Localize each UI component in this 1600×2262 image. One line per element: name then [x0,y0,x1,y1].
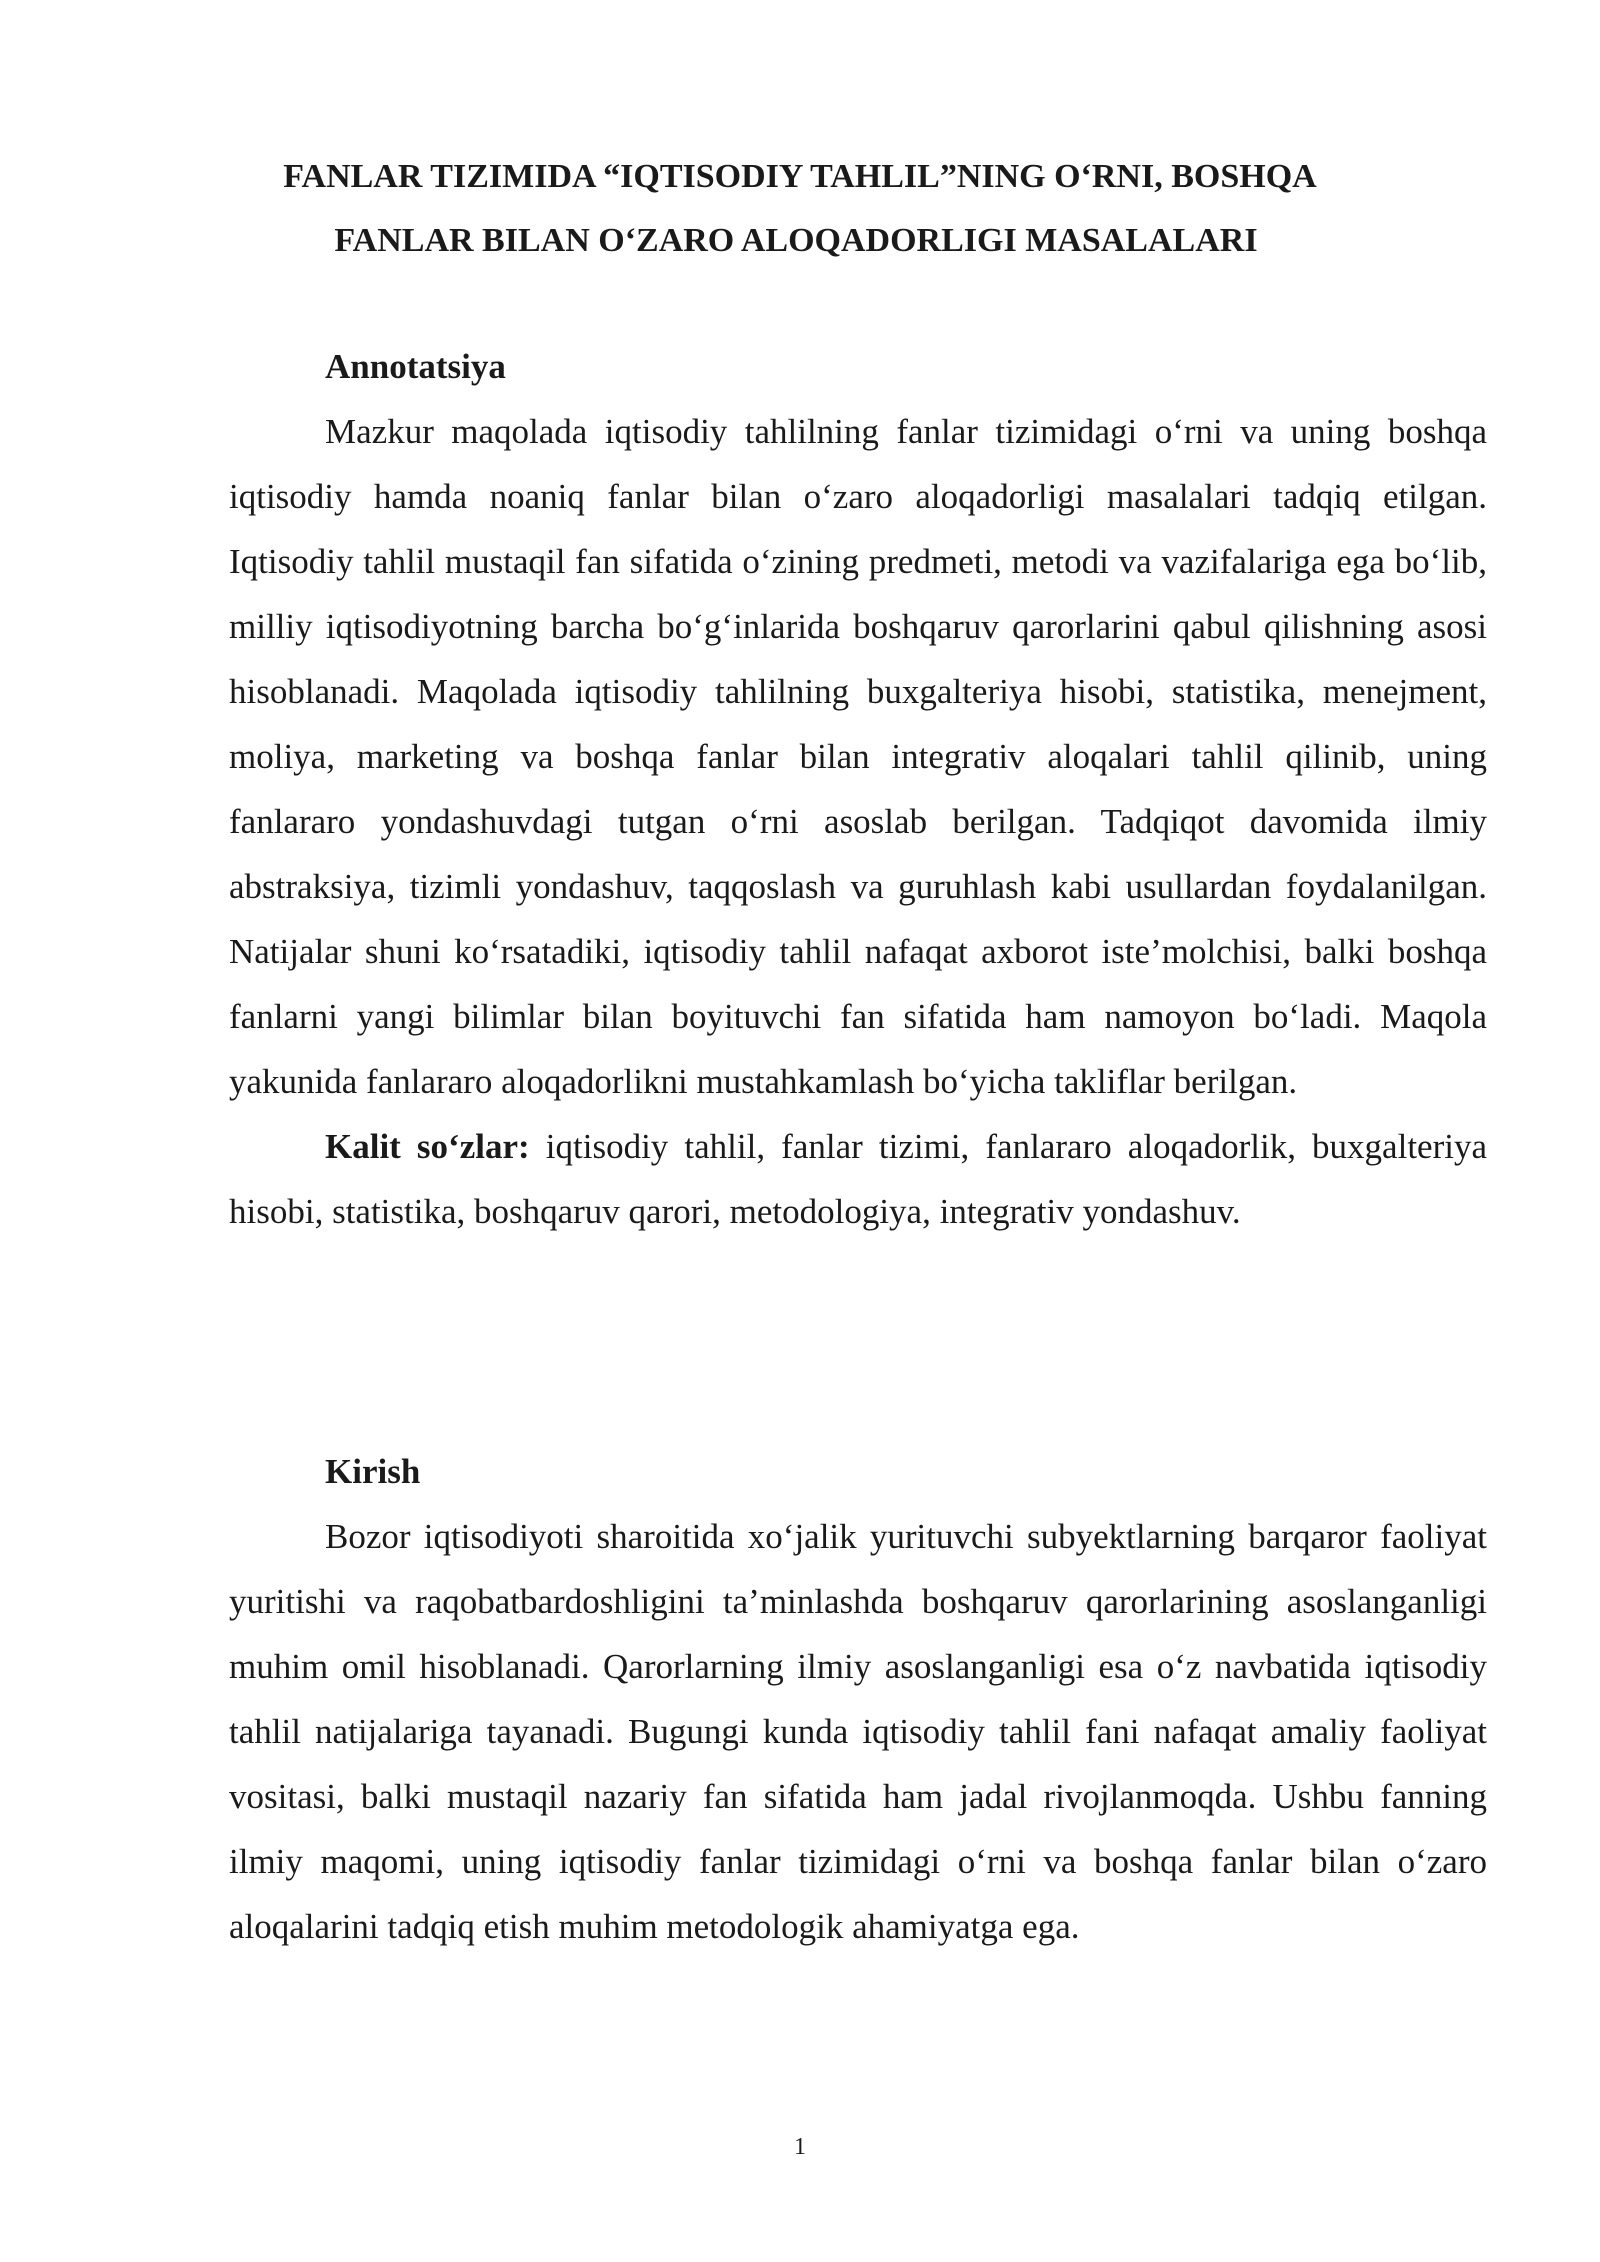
introduction-heading: Kirish [325,1452,421,1491]
introduction-paragraph: Bozor iqtisodiyoti sharoitida xo‘jalik yurituvchi subyektlarning barqaror faoliyat yuritishi va raqobatbardoshligini ta’minlashda boshqaruv qarorlarining asoslanganligi muhim omil hisoblanadi. Qarorlarning ilmiy asoslanganligi esa o‘z navbatida iqtisodiy tahlil natijalariga tayanadi. Bugungi kunda iqtisodiy tahlil fani nafaqat amaliy faoliyat vositasi, balki mustaqil nazariy fan sifatida ham jadal rivojlanmoqda. Ushbu fanning ilmiy maqomi, uning iqtisodiy fanlar tizimidagi o‘rni va boshqa fanlar bilan o‘zaro aloqalarini tadqiq etish muhim metodologik ahamiyatga ega. [229,1517,1487,1946]
annotation-heading: Annotatsiya [325,347,506,386]
keywords-paragraph [229,1114,1487,1244]
introduction-section [229,1504,1487,1959]
keywords-label: Kalit so‘zlar: [325,1127,530,1166]
annotation-paragraph: Mazkur maqolada iqtisodiy tahlilning fanlar tizimidagi o‘rni va uning boshqa iqtisodiy hamda noaniq fanlar bilan o‘zaro aloqadorligi masalalari tadqiq etilgan. Iqtisodiy tahlil mustaqil fan sifatida o‘zining predmeti, metodi va vazifalariga ega bo‘lib, milliy iqtisodiyotning barcha bo‘g‘inlarida boshqaruv qarorlarini qabul qilishning asosi hisoblanadi. Maqolada iqtisodiy tahlilning buxgalteriya hisobi, statistika, menejment, moliya, marketing va boshqa fanlar bilan integrativ aloqalari tahlil qilinib, uning fanlararo yondashuvdagi tutgan o‘rni asoslab berilgan. Tadqiqot davomida ilmiy abstraksiya, tizimli yondashuv, taqqoslash va guruhlash kabi usullardan foydalanilgan. Natijalar shuni ko‘rsatadiki, iqtisodiy tahlil nafaqat axborot iste’molchisi, balki boshqa fanlarni yangi bilimlar bilan boyituvchi fan sifatida ham namoyon bo‘ladi. Maqola yakunida fanlararo aloqadorlikni mustahkamlash bo‘yicha takliflar berilgan. [229,412,1487,1101]
annotation-section [229,399,1487,1244]
document-title-line-2: FANLAR BILAN O‘ZARO ALOQADORLIGI MASALALARI [334,222,1258,259]
page-number: 1 [794,2134,806,2160]
document-title-line-1: FANLAR TIZIMIDA “IQTISODIY TAHLIL”NING O‘RNI, BOSHQA [283,158,1317,195]
keywords-text: iqtisodiy tahlil, fanlar tizimi, fanlararo aloqadorlik, buxgalteriya hisobi, statistika, boshqaruv qarori, metodologiya, integrativ yondashuv. [229,1127,1487,1231]
